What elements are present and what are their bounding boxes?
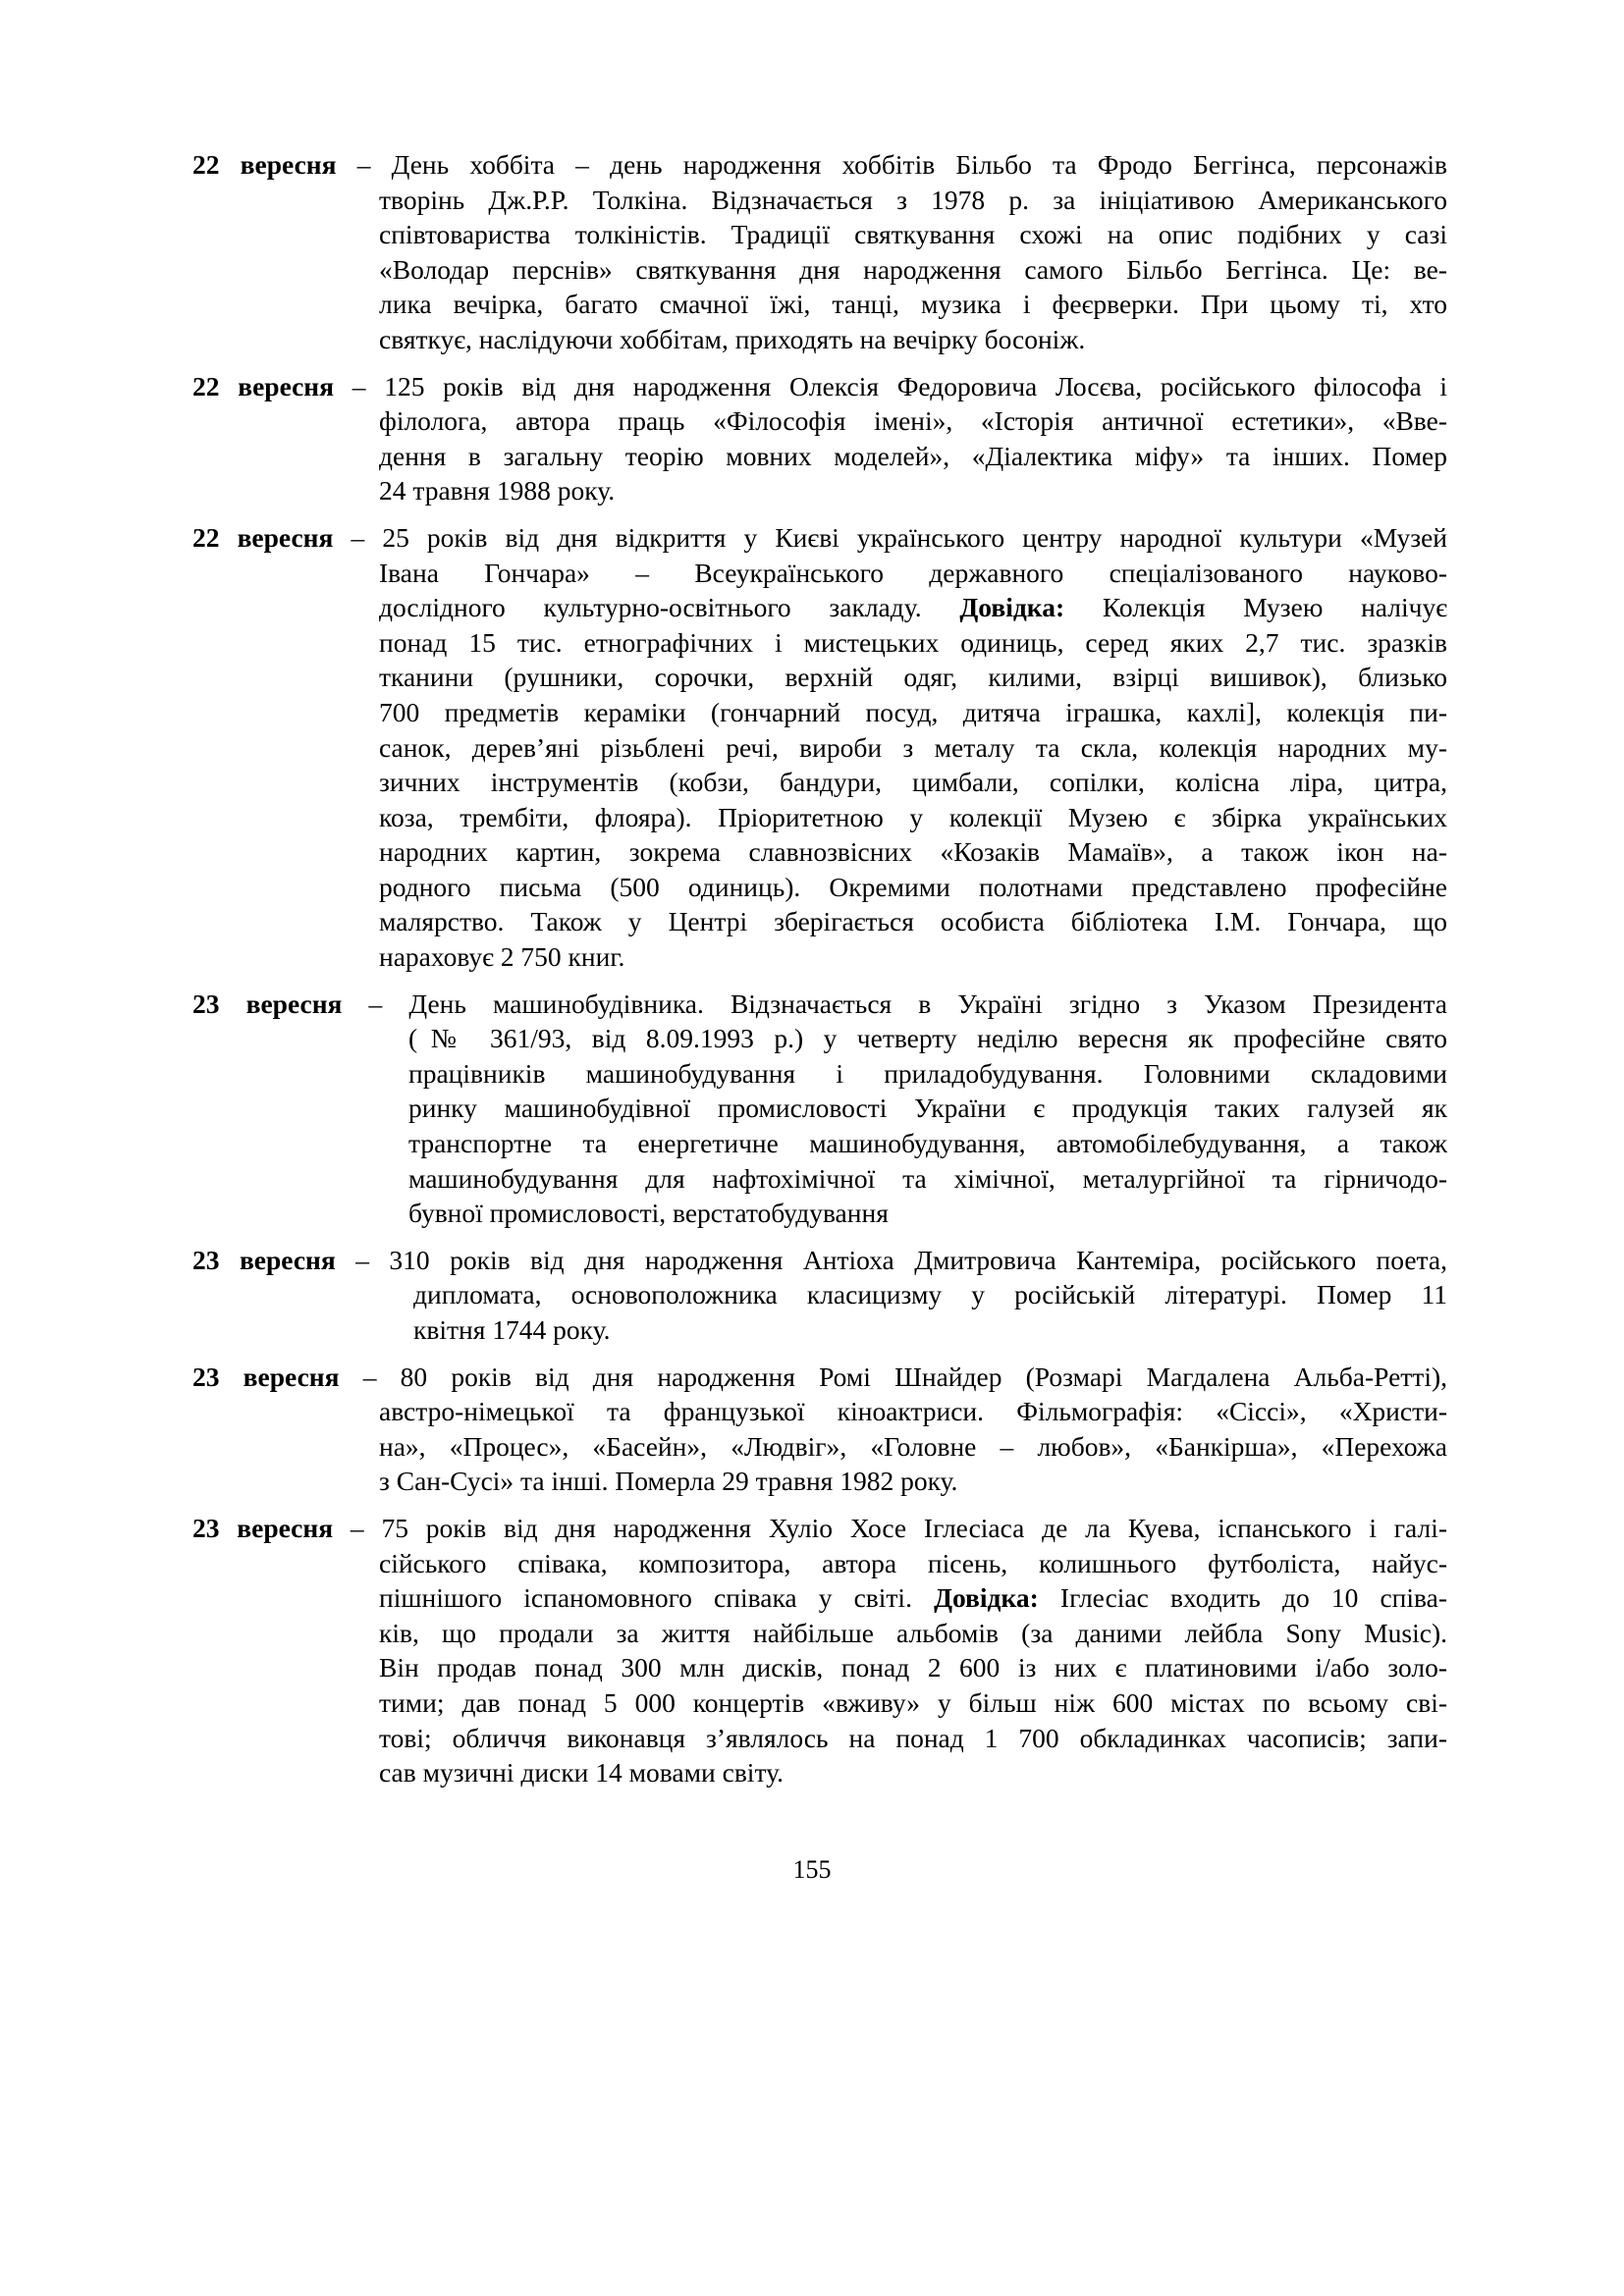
entry-line: коза, трембіти, флояра). Пріоритетною у колекції Музею є збірка українських <box>379 801 1447 832</box>
entry-line: працівників машинобудування і приладобудування. Головними складовими <box>408 1057 1447 1089</box>
entry-line: на», «Процес», «Басейн», «Людвіг», «Головне – любов», «Банкірша», «Перехожа <box>379 1430 1447 1462</box>
entry-line: санок, дерев’яні різьблені речі, вироби з металу та скла, колекція народних му- <box>379 731 1447 763</box>
entry-line: понад 15 тис. етнографічних і мистецьких одиниць, серед яких 2,7 тис. зразків <box>379 626 1447 658</box>
calendar-entry <box>192 1243 1447 1348</box>
entry-line: святкує, наслідуючи хоббітам, приходять на вечірку босоніж. <box>379 323 1086 354</box>
entry-line: тими; дав понад 5 000 концертів «вживу» у більш ніж 600 містах по всьому сві- <box>379 1686 1447 1718</box>
entry-line: Колекція Музею налічує <box>1064 592 1448 623</box>
entry-line: Він продав понад 300 млн дисків, понад 2 600 із них є платиновими і/або золо- <box>379 1652 1447 1683</box>
calendar-entry <box>192 520 1447 975</box>
entry-line: родного письма (500 одиниць). Окремими полотнами представлено професійне <box>379 871 1447 902</box>
entry-line: – 25 років від дня відкриття у Києві українського центру народної культури «Музей <box>333 521 1447 553</box>
entry-line: філолога, автора праць «Філософія імені», «Історія античної естетики», «Вве- <box>379 405 1447 437</box>
entry-line: пішнішого іспаномовного співака у світі. <box>379 1582 935 1614</box>
entry-line: дослідного культурно-освітнього закладу. <box>379 592 960 623</box>
entry-date: 22 вересня <box>192 149 337 180</box>
entry-line: співтовариства толкіністів. Традиції святкування схожі на опис подібних у сазі <box>379 219 1447 250</box>
entry-date: 22 вересня <box>192 370 335 401</box>
entry-line: 700 предметів кераміки (гончарний посуд, дитяча іграшка, кахлі], колекція пи- <box>379 696 1447 727</box>
entry-line: тканини (рушники, сорочки, верхній одяг, килими, взірці вишивок), близько <box>379 662 1447 693</box>
entry-line: – День машинобудівника. Відзначається в Україні згідно з Указом Президента <box>342 988 1447 1019</box>
note-label: Довідка: <box>934 1582 1039 1614</box>
entry-line: Іглесіас входить до 10 співа- <box>1038 1582 1447 1614</box>
entry-line: малярство. Також у Центрі зберігається особиста бібліотека І.М. Гончара, що <box>379 906 1447 937</box>
entry-date: 23 вересня <box>192 1244 336 1275</box>
entry-line: «Володар перснів» святкування дня народження самого Більбо Беггінса. Це: ве- <box>379 253 1447 285</box>
entry-date: 22 вересня <box>192 521 334 553</box>
entry-date: 23 вересня <box>192 1361 340 1392</box>
page-number: 155 <box>792 1855 832 1884</box>
entry-line: з Сан-Сусі» та інші. Померла 29 травня 1982 року. <box>379 1466 958 1497</box>
entry-line: квітня 1744 року. <box>413 1314 611 1345</box>
entry-line: австро-німецької та французької кіноактриси. Фільмографія: «Сіссі», «Христи- <box>379 1396 1447 1427</box>
entry-line: лика вечірка, багато смачної їжі, танці, музика і феєрверки. При цьому ті, хто <box>379 289 1447 320</box>
entry-line: ків, що продали за життя найбільше альбомів (за даними лейбла Sony Music). <box>379 1617 1447 1648</box>
entry-date: 23 вересня <box>192 988 343 1019</box>
entry-line: дення в загальну теорію мовних моделей», «Діалектика міфу» та інших. Помер <box>379 440 1447 471</box>
entry-line: – 75 років від дня народження Хуліо Хосе Іглесіаса де ла Куева, іспанського і галі- <box>333 1512 1448 1543</box>
entry-line: – 125 років від дня народження Олексія Федоровича Лосєва, російського філософа і <box>334 370 1448 401</box>
entry-line: сійського співака, композитора, автора пісень, колишнього футболіста, найус- <box>379 1547 1447 1578</box>
entry-line: – 80 років від дня народження Ромі Шнайдер (Розмарі Магдалена Альба-Ретті), <box>339 1361 1447 1392</box>
entry-line: бувної промисловості, верстатобудування <box>408 1198 889 1229</box>
calendar-entry <box>192 147 1447 357</box>
entry-line: дипломата, основоположника класицизму у російській літературі. Помер 11 <box>413 1279 1447 1310</box>
entry-line: сав музичні диски 14 мовами світу. <box>379 1757 784 1789</box>
entry-line: Івана Гончара» – Всеукраїнського державного спеціалізованого науково- <box>379 557 1447 588</box>
note-label: Довідка: <box>959 592 1065 623</box>
calendar-entry <box>192 1360 1447 1499</box>
entry-line: нараховує 2 750 книг. <box>379 941 625 973</box>
entry-line: тові; обличчя виконавця з’являлось на понад 1 700 обкладинках часописів; запи- <box>379 1722 1447 1753</box>
entry-line: – 310 років від дня народження Антіоха Дмитровича Кантеміра, російського поета, <box>335 1244 1447 1275</box>
entry-line: транспортне та енергетичне машинобудування, автомобілебудування, а також <box>408 1128 1447 1159</box>
calendar-entry <box>192 369 1447 508</box>
entry-line: – День хоббіта – день народження хоббітів Більбо та Фродо Беггінса, персонажів <box>336 149 1447 180</box>
entry-line: народних картин, зокрема славнозвісних «Козаків Мамаїв», а також ікон на- <box>379 836 1447 868</box>
entry-line: зичних інструментів (кобзи, бандури, цимбали, сопілки, колісна ліра, цитра, <box>379 767 1447 798</box>
entry-line: 24 травня 1988 року. <box>379 475 616 507</box>
entry-line: машинобудування для нафтохімічної та хімічної, металургійної та гірничодо- <box>408 1162 1447 1194</box>
calendar-entry <box>192 987 1447 1231</box>
entry-date: 23 вересня <box>192 1512 334 1543</box>
entry-line: творінь Дж.Р.Р. Толкіна. Відзначається з 1978 р. за ініціативою Американського <box>379 184 1447 215</box>
document-page <box>192 147 1447 1802</box>
entry-line: ринку машинобудівної промисловості України є продукція таких галузей як <box>408 1093 1447 1124</box>
calendar-entry <box>192 1511 1447 1790</box>
entry-line: (№ 361/93, від 8.09.1993 р.) у четверту неділю вересня як професійне свято <box>408 1023 1447 1054</box>
